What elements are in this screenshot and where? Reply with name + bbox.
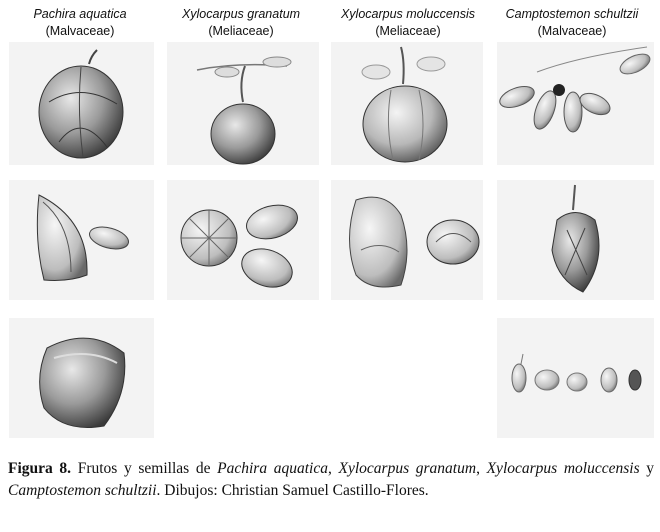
- illustration-camptostemon-seeds: [497, 318, 654, 438]
- column-header-1: [5, 6, 155, 40]
- caption-text: ,: [476, 460, 487, 477]
- column-header-4: [497, 6, 647, 40]
- illustration-xylocarpus-moluccensis-seeds: [331, 180, 483, 300]
- figure-label: Figura 8.: [8, 460, 72, 477]
- illustration-camptostemon-capsule: [497, 180, 654, 300]
- caption-text: y: [639, 460, 655, 477]
- caption-species: Pachira aquatica: [217, 460, 328, 477]
- figure-caption: [8, 458, 654, 502]
- illustration-pachira-fruit: [9, 42, 154, 165]
- illustration-xylocarpus-moluccensis-fruit: [331, 42, 483, 165]
- family-name: (Malvaceae): [45, 24, 115, 38]
- illustration-xylocarpus-granatum-fruit: [167, 42, 319, 165]
- family-name: (Meliaceae): [375, 24, 441, 38]
- illustration-xylocarpus-granatum-seeds: [167, 180, 319, 300]
- family-name: (Malvaceae): [537, 24, 607, 38]
- species-name: Xylocarpus granatum: [181, 7, 301, 21]
- caption-species: Xylocarpus granatum: [338, 460, 477, 477]
- illustration-pachira-seed-section: [9, 180, 154, 300]
- illustration-camptostemon-fruits: [497, 42, 654, 165]
- species-name: Xylocarpus moluccensis: [340, 7, 476, 21]
- caption-text: Frutos y semillas de: [71, 460, 218, 477]
- species-name: Pachira aquatica: [33, 7, 127, 21]
- caption-species: Xylocarpus moluccensis: [486, 460, 640, 477]
- column-header-2: [166, 6, 316, 40]
- caption-text: ,: [327, 460, 339, 477]
- column-header-3: [333, 6, 483, 40]
- caption-species: Camptostemon schultzii: [8, 482, 157, 499]
- illustration-pachira-seed: [9, 318, 154, 438]
- family-name: (Meliaceae): [208, 24, 274, 38]
- caption-text: . Dibujos: Christian Samuel Castillo-Flores.: [156, 482, 429, 499]
- species-name: Camptostemon schultzii: [505, 7, 639, 21]
